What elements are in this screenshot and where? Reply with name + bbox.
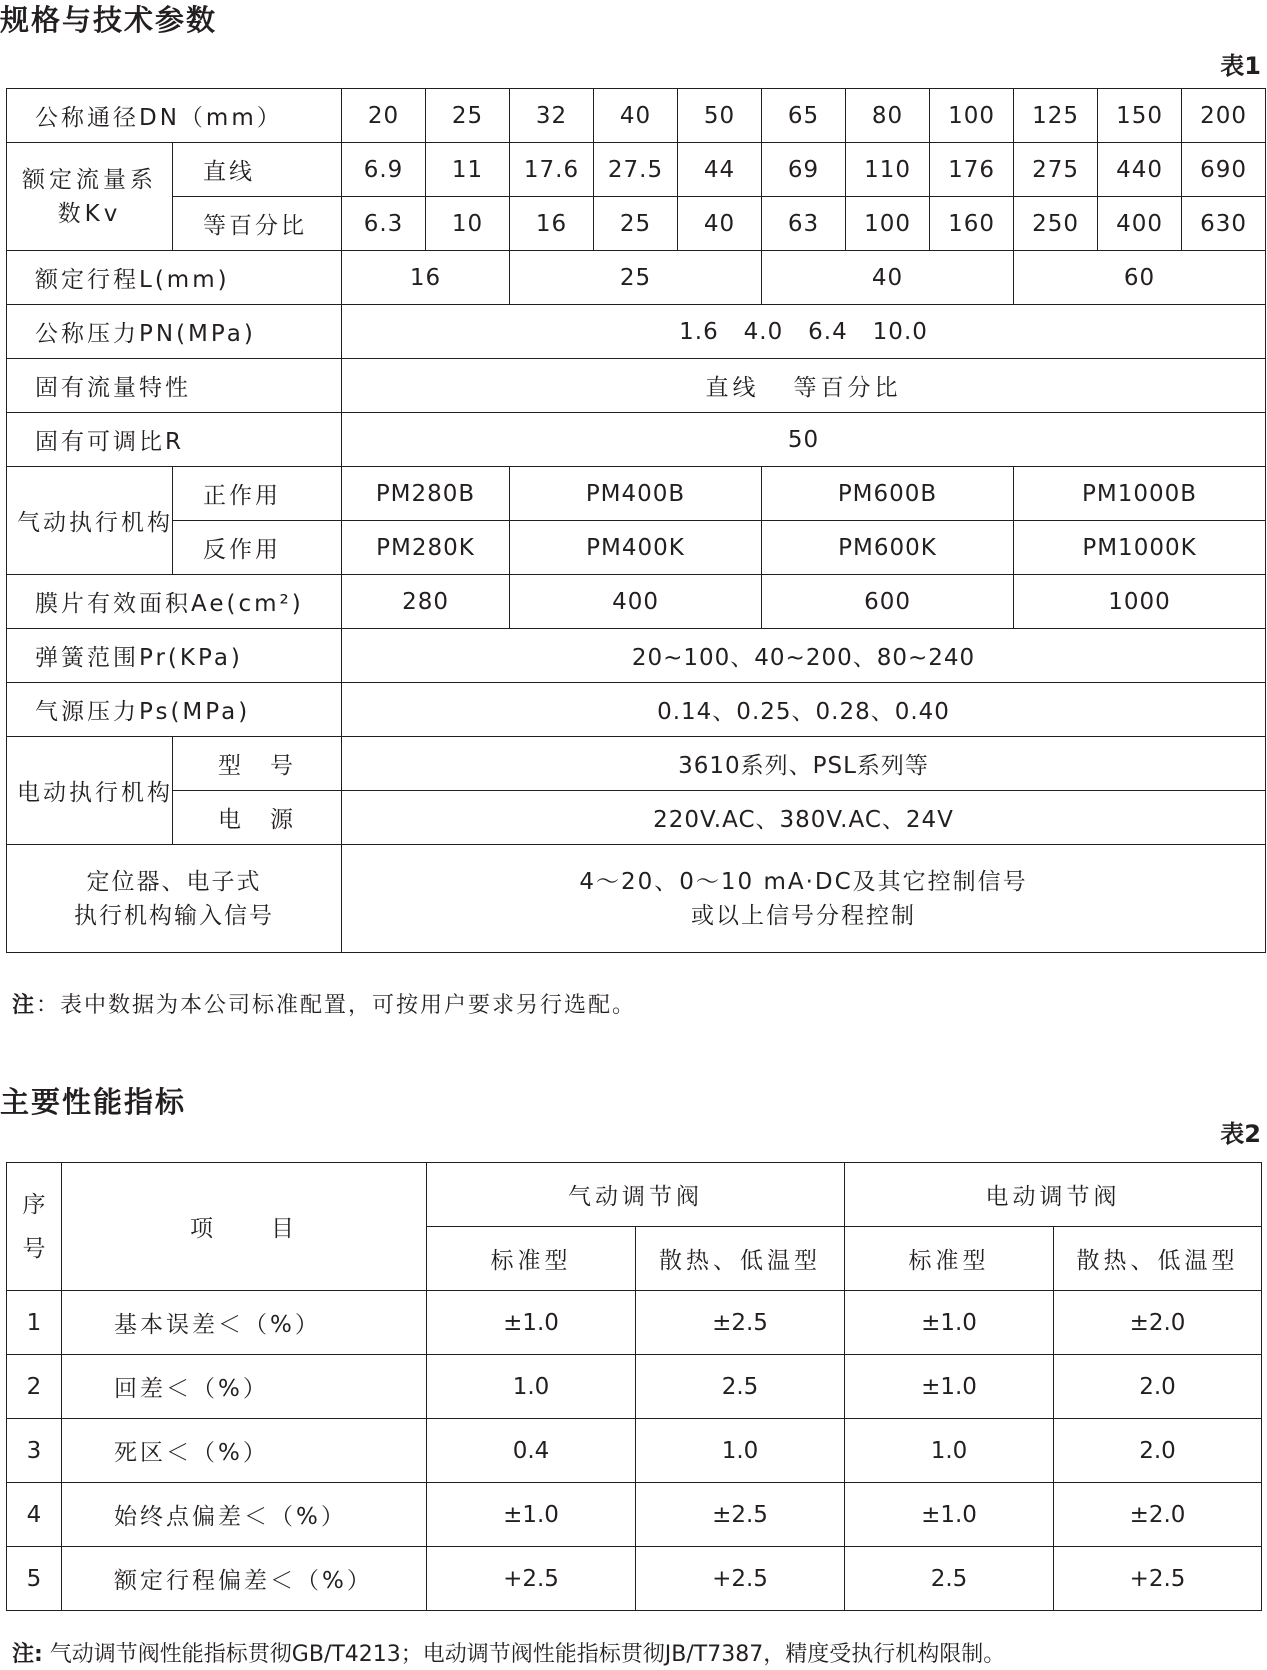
- dn-value: 100: [930, 89, 1014, 143]
- kv-value: 630: [1182, 197, 1266, 251]
- row-value: 2.5: [636, 1355, 845, 1419]
- row-value: 1.0: [845, 1419, 1054, 1483]
- kv-value: 6.3: [342, 197, 426, 251]
- direct-row: [7, 467, 1266, 521]
- kv-linear-row: [7, 143, 1266, 197]
- row-item: 回差＜（%）: [62, 1355, 427, 1419]
- kv-value: 40: [678, 197, 762, 251]
- kv-value: 6.9: [342, 143, 426, 197]
- power-value: 220V.AC、380V.AC、24V: [342, 791, 1266, 845]
- row-value: ±2.5: [636, 1291, 845, 1355]
- stroke-label: 额定行程L(mm): [7, 251, 342, 305]
- stroke-row: [7, 251, 1266, 305]
- kv-value: 17.6: [510, 143, 594, 197]
- dn-value: 80: [846, 89, 930, 143]
- pneumatic-actuator-label: 气动执行机构: [7, 467, 173, 575]
- row-value: ±1.0: [427, 1483, 636, 1547]
- section2-title: 主要性能指标: [0, 1085, 187, 1119]
- pneumatic-valve-header: 气动调节阀: [427, 1163, 845, 1227]
- row-value: +2.5: [1054, 1547, 1262, 1611]
- row-value: 1.0: [427, 1355, 636, 1419]
- kv-linear-label: 直线: [173, 143, 342, 197]
- kv-value: 10: [426, 197, 510, 251]
- table-row: [7, 1355, 1262, 1419]
- table1-note: [12, 988, 636, 1019]
- kv-value: 16: [510, 197, 594, 251]
- stroke-value: 16: [342, 251, 510, 305]
- signal-label: [7, 845, 342, 953]
- row-value: 1.0: [636, 1419, 845, 1483]
- note-text: ：表中数据为本公司标准配置，可按用户要求另行选配。: [36, 993, 637, 1018]
- supply-label: 气源压力Ps(MPa): [7, 683, 342, 737]
- actuator-model: PM600K: [762, 521, 1014, 575]
- kv-value: 27.5: [594, 143, 678, 197]
- power-row: [7, 791, 1266, 845]
- stroke-value: 25: [510, 251, 762, 305]
- signal-label-line: 执行机构输入信号: [74, 902, 274, 929]
- row-item: 始终点偏差＜（%）: [62, 1483, 427, 1547]
- supply-value: 0.14、0.25、0.28、0.40: [342, 683, 1266, 737]
- section1-title: 规格与技术参数: [0, 3, 218, 37]
- table2-label: 表2: [1220, 1120, 1261, 1148]
- standard-type-header: 标准型: [845, 1227, 1054, 1291]
- row-item: 基本误差＜（%）: [62, 1291, 427, 1355]
- signal-value: [342, 845, 1266, 953]
- kv-value: 25: [594, 197, 678, 251]
- signal-value-line: 4～20、0～10 mA·DC及其它控制信号: [579, 868, 1028, 895]
- row-value: ±2.0: [1054, 1291, 1262, 1355]
- pressure-label: 公称压力PN(MPa): [7, 305, 342, 359]
- kv-value: 400: [1098, 197, 1182, 251]
- actuator-model: PM600B: [762, 467, 1014, 521]
- pressure-value: 1.6 4.0 6.4 10.0: [342, 305, 1266, 359]
- standard-type-header: 标准型: [427, 1227, 636, 1291]
- actuator-model: PM1000B: [1014, 467, 1266, 521]
- row-item: 额定行程偏差＜（%）: [62, 1547, 427, 1611]
- dn-label: 公称通径DN（mm）: [7, 89, 342, 143]
- electric-valve-header: 电动调节阀: [845, 1163, 1262, 1227]
- kv-value: 690: [1182, 143, 1266, 197]
- dn-value: 25: [426, 89, 510, 143]
- row-number: 1: [7, 1291, 62, 1355]
- kv-value: 100: [846, 197, 930, 251]
- row-value: 2.5: [845, 1547, 1054, 1611]
- header-row: [7, 1163, 1262, 1227]
- area-value: 400: [510, 575, 762, 629]
- reverse-row: [7, 521, 1266, 575]
- row-value: 2.0: [1054, 1419, 1262, 1483]
- actuator-model: PM400K: [510, 521, 762, 575]
- dn-row: [7, 89, 1266, 143]
- note-prefix: 注: [12, 993, 37, 1018]
- dn-value: 40: [594, 89, 678, 143]
- seq-header: [7, 1163, 62, 1291]
- row-number: 4: [7, 1483, 62, 1547]
- dn-value: 32: [510, 89, 594, 143]
- reverse-label: 反作用: [173, 521, 342, 575]
- item-header: 项 目: [62, 1163, 427, 1291]
- kv-value: 176: [930, 143, 1014, 197]
- model-row: [7, 737, 1266, 791]
- direct-label: 正作用: [173, 467, 342, 521]
- row-item: 死区＜（%）: [62, 1419, 427, 1483]
- dn-value: 65: [762, 89, 846, 143]
- actuator-model: PM280K: [342, 521, 510, 575]
- kv-label: 额定流量系数Kv: [7, 143, 173, 251]
- flow-char-row: [7, 359, 1266, 413]
- supply-row: [7, 683, 1266, 737]
- signal-label-line: 定位器、电子式: [86, 868, 262, 895]
- area-label: 膜片有效面积Ae(cm²): [7, 575, 342, 629]
- actuator-model: PM1000K: [1014, 521, 1266, 575]
- performance-table: [6, 1162, 1262, 1611]
- signal-row: [7, 845, 1266, 953]
- kv-value: 440: [1098, 143, 1182, 197]
- kv-value: 69: [762, 143, 846, 197]
- seq-header-line: 号: [22, 1235, 46, 1262]
- area-row: [7, 575, 1266, 629]
- area-value: 1000: [1014, 575, 1266, 629]
- row-number: 2: [7, 1355, 62, 1419]
- kv-eq-row: [7, 197, 1266, 251]
- table1-label: 表1: [1220, 52, 1261, 80]
- row-value: ±2.0: [1054, 1483, 1262, 1547]
- row-value: +2.5: [636, 1547, 845, 1611]
- table-row: [7, 1483, 1262, 1547]
- model-label: 型 号: [173, 737, 342, 791]
- table-row: [7, 1547, 1262, 1611]
- stroke-value: 40: [762, 251, 1014, 305]
- spring-value: 20~100、40~200、80~240: [342, 629, 1266, 683]
- table-row: [7, 1291, 1262, 1355]
- kv-value: 250: [1014, 197, 1098, 251]
- row-number: 5: [7, 1547, 62, 1611]
- seq-header-line: 序: [22, 1191, 46, 1218]
- dn-value: 200: [1182, 89, 1266, 143]
- kv-eq-label: 等百分比: [173, 197, 342, 251]
- cooling-type-header: 散热、低温型: [1054, 1227, 1262, 1291]
- kv-value: 160: [930, 197, 1014, 251]
- model-value: 3610系列、PSL系列等: [342, 737, 1266, 791]
- flow-char-label: 固有流量特性: [7, 359, 342, 413]
- range-label: 固有可调比R: [7, 413, 342, 467]
- electric-actuator-label: 电动执行机构: [7, 737, 173, 845]
- pressure-row: [7, 305, 1266, 359]
- kv-value: 44: [678, 143, 762, 197]
- row-number: 3: [7, 1419, 62, 1483]
- dn-value: 50: [678, 89, 762, 143]
- row-value: ±2.5: [636, 1483, 845, 1547]
- row-value: ±1.0: [845, 1355, 1054, 1419]
- kv-value: 63: [762, 197, 846, 251]
- signal-value-line: 或以上信号分程控制: [691, 902, 917, 929]
- cooling-type-header: 散热、低温型: [636, 1227, 845, 1291]
- spec-table: [6, 88, 1266, 953]
- dn-value: 125: [1014, 89, 1098, 143]
- row-value: ±1.0: [845, 1291, 1054, 1355]
- area-value: 600: [762, 575, 1014, 629]
- dn-value: 150: [1098, 89, 1182, 143]
- row-value: +2.5: [427, 1547, 636, 1611]
- note-prefix: 注:: [12, 1642, 43, 1667]
- power-label: 电 源: [173, 791, 342, 845]
- spring-label: 弹簧范围Pr(KPa): [7, 629, 342, 683]
- note-text: 气动调节阀性能指标贯彻GB/T4213；电动调节阀性能指标贯彻JB/T7387，精度受执行机构限制。: [42, 1642, 1006, 1667]
- stroke-value: 60: [1014, 251, 1266, 305]
- row-value: ±1.0: [427, 1291, 636, 1355]
- kv-value: 275: [1014, 143, 1098, 197]
- spring-row: [7, 629, 1266, 683]
- row-value: ±1.0: [845, 1483, 1054, 1547]
- range-value: 50: [342, 413, 1266, 467]
- range-row: [7, 413, 1266, 467]
- row-value: 0.4: [427, 1419, 636, 1483]
- row-value: 2.0: [1054, 1355, 1262, 1419]
- actuator-model: PM400B: [510, 467, 762, 521]
- dn-value: 20: [342, 89, 426, 143]
- actuator-model: PM280B: [342, 467, 510, 521]
- kv-value: 110: [846, 143, 930, 197]
- table-row: [7, 1419, 1262, 1483]
- table2-note: [12, 1637, 1005, 1668]
- area-value: 280: [342, 575, 510, 629]
- kv-value: 11: [426, 143, 510, 197]
- flow-char-value: 直线 等百分比: [342, 359, 1266, 413]
